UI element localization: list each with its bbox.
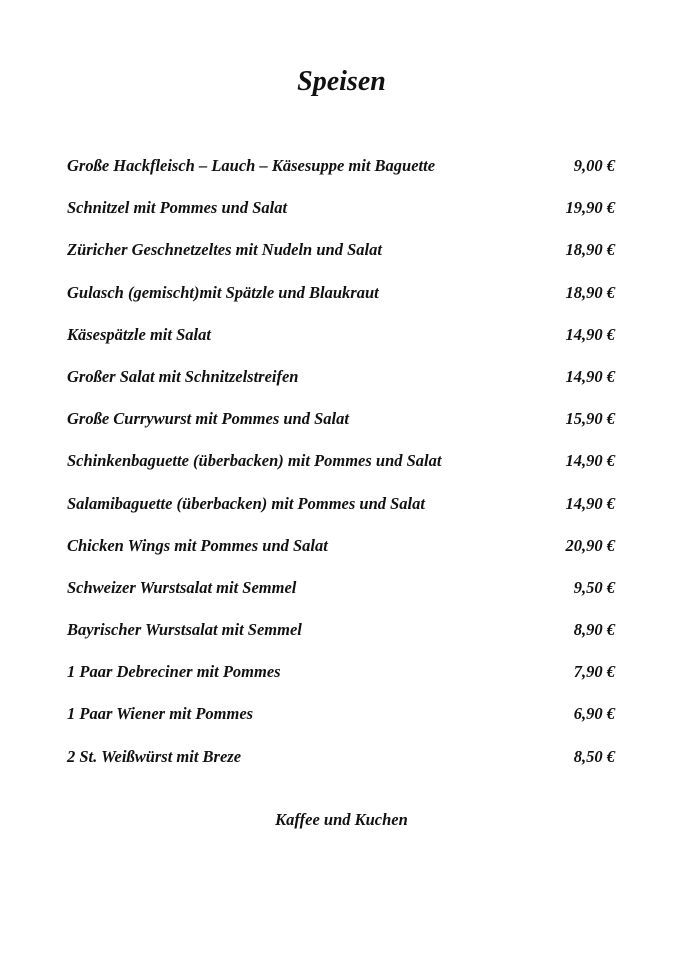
menu-item	[67, 365, 627, 407]
menu-item	[67, 407, 627, 449]
menu-item-price: 14,90 €	[565, 366, 615, 386]
menu-item	[67, 702, 627, 744]
menu-item	[67, 534, 627, 576]
menu-item	[67, 745, 627, 787]
menu-item-name: 1 Paar Wiener mit Pommes	[67, 704, 254, 724]
menu-item	[67, 196, 627, 238]
menu-item-price: 8,50 €	[573, 746, 615, 766]
menu-item-name: Züricher Geschnetzeltes mit Nudeln und Salat	[67, 240, 382, 260]
menu-item-name: Bayrischer Wurstsalat mit Semmel	[67, 620, 302, 640]
menu-item-price: 9,50 €	[573, 577, 615, 597]
menu-item-name: Große Currywurst mit Pommes und Salat	[67, 409, 349, 429]
menu-item	[67, 449, 627, 491]
menu-item	[67, 154, 627, 196]
menu-item-price: 18,90 €	[565, 240, 615, 260]
menu-item-name: Großer Salat mit Schnitzelstreifen	[67, 366, 299, 386]
menu-item-price: 14,90 €	[565, 451, 615, 471]
menu-item-price: 14,90 €	[565, 493, 615, 513]
menu-item	[67, 618, 627, 660]
menu-item-name: Schnitzel mit Pommes und Salat	[67, 198, 288, 218]
menu-item	[67, 576, 627, 618]
menu-item-price: 14,90 €	[565, 324, 615, 344]
menu-item-name: Käsespätzle mit Salat	[67, 324, 211, 344]
menu-item	[67, 660, 627, 702]
menu-item-price: 7,90 €	[573, 662, 615, 682]
menu-item-name: Chicken Wings mit Pommes und Salat	[67, 535, 328, 555]
menu-item-price: 9,00 €	[573, 156, 615, 175]
menu-list	[67, 154, 627, 787]
menu-item-name: 2 St. Weißwürst mit Breze	[67, 746, 242, 766]
menu-item-price: 19,90 €	[565, 198, 615, 218]
page-title: Speisen	[297, 66, 386, 97]
menu-item	[67, 323, 627, 365]
menu-item-price: 18,90 €	[565, 282, 615, 302]
footer-note: Kaffee und Kuchen	[275, 810, 408, 829]
menu-item	[67, 281, 627, 323]
menu-item-price: 8,90 €	[573, 620, 615, 640]
menu-item-name: Gulasch (gemischt)mit Spätzle und Blaukraut	[67, 282, 379, 302]
menu-item-name: Schweizer Wurstsalat mit Semmel	[67, 577, 297, 597]
menu-item-name: Schinkenbaguette (überbacken) mit Pommes und Salat	[67, 451, 442, 471]
menu-item-name: Salamibaguette (überbacken) mit Pommes und Salat	[67, 493, 425, 513]
menu-item	[67, 492, 627, 534]
menu-item-price: 6,90 €	[573, 704, 615, 724]
menu-item-price: 20,90 €	[565, 535, 615, 555]
menu-item-name: Große Hackfleisch – Lauch – Käsesuppe mit Baguette	[67, 156, 436, 175]
menu-item	[67, 238, 627, 280]
menu-item-name: 1 Paar Debreciner mit Pommes	[67, 662, 281, 682]
menu-item-price: 15,90 €	[565, 409, 615, 429]
